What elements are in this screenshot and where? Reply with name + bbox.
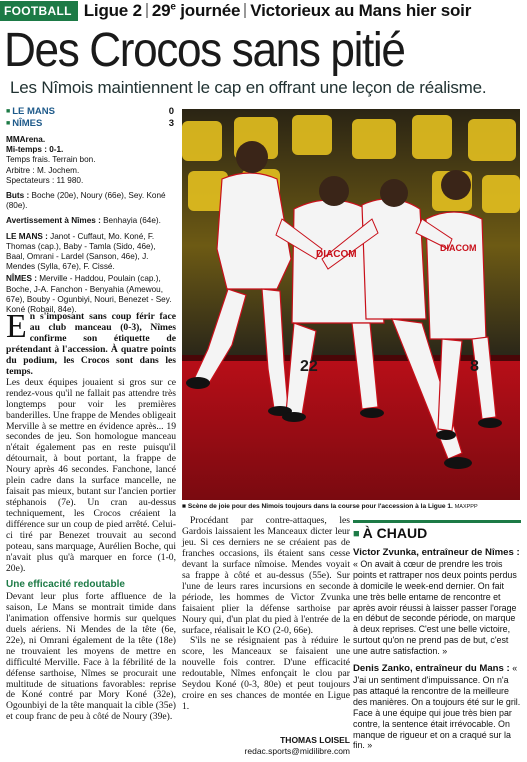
dropcap: E [6, 308, 27, 345]
halftime: Mi-temps : 0-1. [6, 145, 64, 155]
lineup-label: LE MANS : [6, 231, 48, 241]
section-rubric: FOOTBALL [0, 1, 78, 21]
quote [353, 663, 521, 751]
headline: Des Crocos sans pitié [4, 24, 405, 77]
lead-text: n s'imposant sans coup férir face au club manceau (0-3), Nîmes confirme son étiquette de prétendant à l'accession. À quatre points du podium, les Crocos sont dans les temps. [6, 311, 176, 377]
kicker-topic: Victorieux au Mans hier soir [250, 1, 472, 20]
jersey-sponsor: DIACOM [440, 243, 477, 253]
lineup-nimes [6, 274, 174, 315]
kicker-league: Ligue 2 [83, 1, 142, 20]
warning-label: Avertissement à Nîmes : [6, 216, 101, 226]
jersey-sponsor: DIACOM [316, 249, 357, 260]
venue: MMArena. [6, 135, 46, 144]
warning-text: Benhayia (64e). [100, 216, 161, 226]
goals [6, 191, 174, 211]
team-row [6, 118, 174, 130]
quote-author: Victor Zvunka, entraîneur de Nîmes : [353, 547, 520, 558]
quote-text: « J'ai un sentiment d'impuissance. On n'a pas attaqué la rencontre de la meilleure des manières. On a toujours été sur le gril. Face à une équipe qui joue très bien par contre, la sentence était irrévocable. On manque de rigueur et on a craqué sur la fin. » [353, 663, 521, 751]
jersey-number: 8 [470, 358, 479, 375]
kicker-round-number: 29 [151, 1, 171, 20]
spectators: Spectateurs : 11 980. [6, 175, 84, 185]
match-info [6, 135, 174, 186]
quote-text: « On avait à cœur de prendre les trois points et rattraper nos deux points perdus à domicile le week-end dernier. On fait une très belle entame de rencontre et après avoir réussi à laisser passer l'orage en début de seconde période, on marque à deux reprises. C'est une belle victoire, surtout qu'on ne prend pas de but, c'est une autre satisfaction. » [353, 558, 517, 657]
team-name: ■ NÎMES [6, 118, 42, 130]
byline [182, 735, 350, 757]
caption-text: Scène de joie pour des Nîmois toujours dans la course pour l'accession à la Ligue 1. [187, 503, 453, 510]
team-score: 0 [168, 106, 174, 117]
kicker-round-word: journée [180, 1, 241, 20]
team-score: 3 [168, 118, 174, 129]
quote-author: Denis Zanko, entraîneur du Mans : [353, 663, 510, 675]
kicker-separator [146, 3, 148, 18]
goals-text: Boche (20e), Noury (66e), Sey. Koné (80e). [6, 191, 166, 211]
kicker-round-suffix: e [170, 1, 176, 13]
article-paragraph: S'ils ne se résignaient pas à réduire le score, les Manceaux se faisaient une nouvelle fois contrer. D'une efficacité redoutable, Nîmes enfonçait le clou par Seydou Koné (0-3, 80e) et peut toujours croire en ses chances de montée en Ligue 1. [182, 635, 350, 713]
lineup-lemans [6, 232, 174, 273]
lineup-text: Janot - Cuffaut, Mo. Koné, F. Thomas (cap.), Baby - Tamla (Sido, 46e), Baal, Omrani - Lardel (Sanson, 46e), J. Mendes (Sylla, 67e), F. Cissé. [6, 231, 156, 272]
kicker-separator [244, 3, 246, 18]
quotes-box-title: ■ À CHAUD [353, 520, 521, 541]
team-row [6, 106, 174, 118]
team-name: ■ LE MANS [6, 106, 55, 118]
kicker [84, 1, 471, 21]
photo-credit: MAXPPP [454, 504, 478, 510]
article-lead [6, 308, 176, 378]
quote [353, 547, 521, 657]
referee: Arbitre : M. Jochem. [6, 165, 80, 175]
article-header [0, 0, 527, 22]
celebration-photo [182, 109, 520, 500]
article-subhead: Une efficacité redoutable [6, 578, 125, 590]
author-name: THOMAS LOISEL [280, 735, 350, 745]
article-column-2 [182, 516, 350, 713]
photo-illustration [182, 109, 520, 500]
lineup-label: NÎMES : [6, 274, 37, 284]
article-paragraph: Procédant par contre-attaques, les Gardois laissaient les Manceaux dicter leur jeu. Si ces derniers ne se créaient pas de franches occasions, ils étaient sans cesse devant la surface nîmoise. Mendes voyait sa frappe à côté et au-dessus (55e). Sur l'une de leurs rares incursions en seconde période, les hommes de Victor Zvunka faisaient plier la défense sarthoise par Noury qui, d'un plat du pied à l'entrée de la surface, réalisait le KO (2-0, 66e). [182, 515, 350, 636]
photo-caption: ■ Scène de joie pour des Nîmois toujours dans la course pour l'accession à la Ligue 1. MAXPPP [182, 503, 478, 510]
warnings [6, 216, 174, 226]
match-factbox [6, 106, 174, 315]
article-paragraph: Les deux équipes jouaient si gros sur ce rendez-vous qu'il ne fallait pas attendre très longtemps pour voir les premières banderilles. Une frappe de Mendes obligeait Merville à se mettre en évidence après... 19 secondes de jeu. Son homologue manceau n'était également pas en reste puisqu'il détournait, à bout portant, la frappe de Noury après 46 secondes. Fanchone, lancé plein cadre dans la surface mancelle, ne faisait pas mieux, butant sur l'ancien portier stéphanois (7e). Un cran au-dessus techniquement, les Crocos créaient la différence sur un coup de pied arrêté. Celui-ci tiré par Benezet trouvait au second poteau, sans marquage, Aurélien Boche, qui n'avait plus qu'à marquer en force (1-0, 20e). [6, 376, 176, 574]
lineup-text: Merville - Haddou, Poulain (cap.), Boche, J-A. Fanchon - Benyahia (Amewou, 67e), Bouby - Ogunbiyi, Nouri, Benezet - Sey. Koné (Robail, 84e). [6, 274, 172, 315]
article-column-1 [6, 308, 176, 723]
conditions: Temps frais. Terrain bon. [6, 155, 96, 165]
jersey-number: 22 [300, 358, 318, 375]
goals-label: Buts : [6, 191, 30, 201]
article-paragraph: Devant leur plus forte affluence de la saison, Le Mans se montrait timide dans l'animation offensive hormis sur quelques duels aériens. Ni Mendes de la tête (6e, 22e), ni Omrani également de la tête (18e) ne trouvaient les moyens de mettre en difficulté Merville. Face à la fébrilité de la défense sarthoise, Nîmes se procurait une multitude de situations favorables: reprise de Koné contré par Mory Koné (32e), Ogounbiyi de la tête manquait la cible (35e) et coup franc de peu à côté de Noury (39e). [6, 590, 176, 723]
quotes-box [353, 520, 521, 751]
author-email: redac.sports@midilibre.com [244, 746, 350, 756]
deck: Les Nîmois maintiennent le cap en offrant une leçon de réalisme. [10, 78, 487, 97]
